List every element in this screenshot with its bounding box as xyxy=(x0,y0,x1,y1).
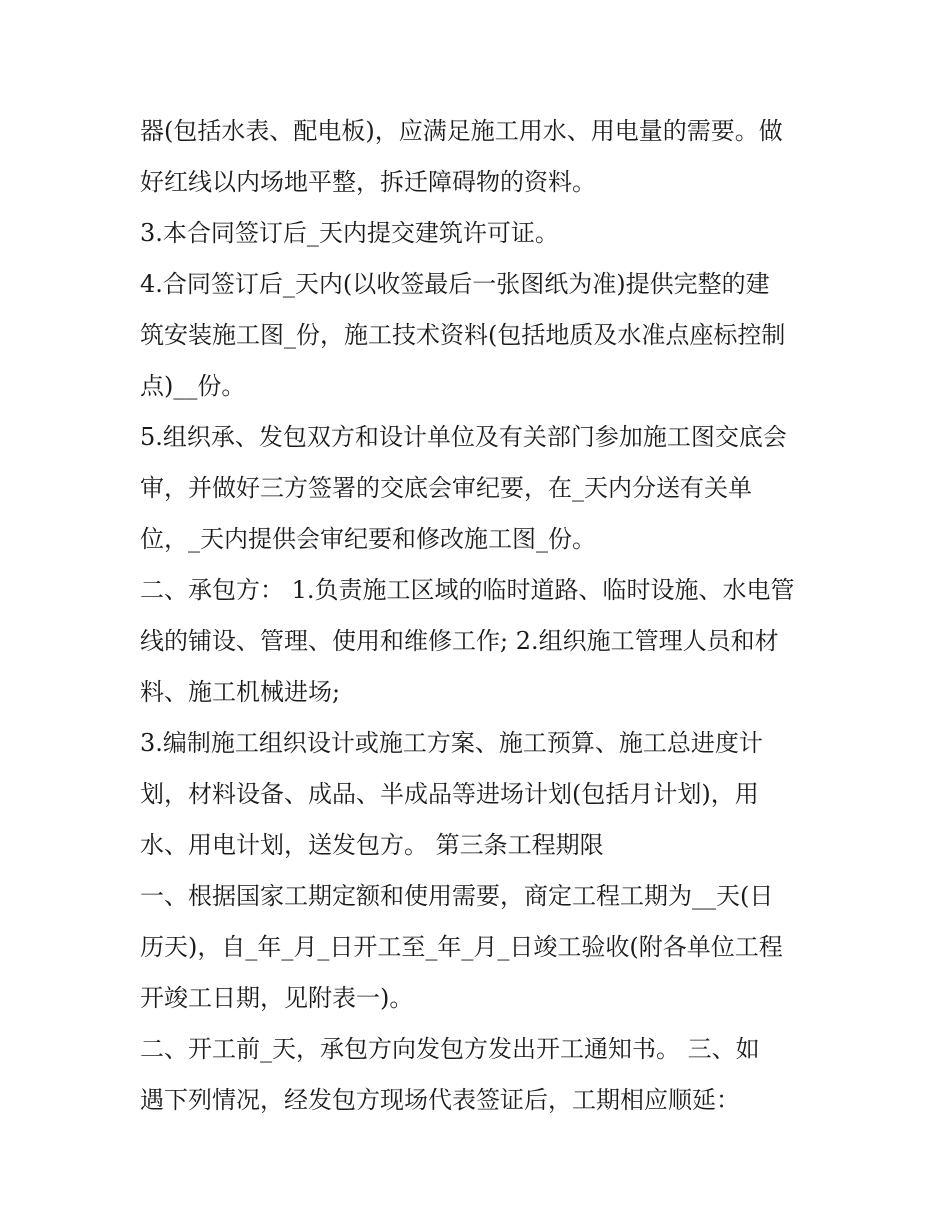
text-line: 划，材料设备、成品、半成品等进场计划(包括月计划)，用 xyxy=(140,780,759,808)
text-line: 3.本合同签订后_天内提交建筑许可证。 xyxy=(140,219,559,247)
text-line: 历天)，自_年_月_日开工至_年_月_日竣工验收(附各单位工程 xyxy=(140,933,783,961)
text-line: 一、根据国家工期定额和使用需要，商定工程工期为__天(日 xyxy=(140,882,774,910)
text-line: 审，并做好三方签署的交底会审纪要，在_天内分送有关单 xyxy=(140,474,752,502)
text-line: 好红线以内场地平整，拆迁障碍物的资料。 xyxy=(140,168,596,196)
text-line: 筑安装施工图_份，施工技术资料(包括地质及水准点座标控制 xyxy=(140,321,786,349)
text-line: 遇下列情况，经发包方现场代表签证后，工期相应顺延： xyxy=(140,1086,740,1114)
text-line: 料、施工机械进场; xyxy=(140,678,341,706)
text-line: 开竣工日期，见附表一)。 xyxy=(140,984,414,1012)
text-line: 5.组织承、发包双方和设计单位及有关部门参加施工图交底会 xyxy=(140,423,787,451)
text-line: 二、开工前_天，承包方向发包方发出开工通知书。 三、如 xyxy=(140,1035,760,1063)
text-line: 器(包括水表、配电板)，应满足施工用水、用电量的需要。做 xyxy=(140,117,783,145)
text-line: 二、承包方： 1.负责施工区域的临时道路、临时设施、水电管 xyxy=(140,576,795,604)
text-line: 线的铺设、管理、使用和维修工作; 2.组织施工管理人员和材 xyxy=(140,627,779,655)
text-line: 点)__份。 xyxy=(140,372,246,400)
text-line: 水、用电计划，送发包方。 第三条工程期限 xyxy=(140,831,604,859)
contract-text-block xyxy=(140,106,820,1126)
text-line: 3.编制施工组织设计或施工方案、施工预算、施工总进度计 xyxy=(140,729,763,757)
text-line: 4.合同签订后_天内(以收签最后一张图纸为准)提供完整的建 xyxy=(140,270,770,298)
text-line: 位，_天内提供会审纪要和修改施工图_份。 xyxy=(140,525,596,553)
